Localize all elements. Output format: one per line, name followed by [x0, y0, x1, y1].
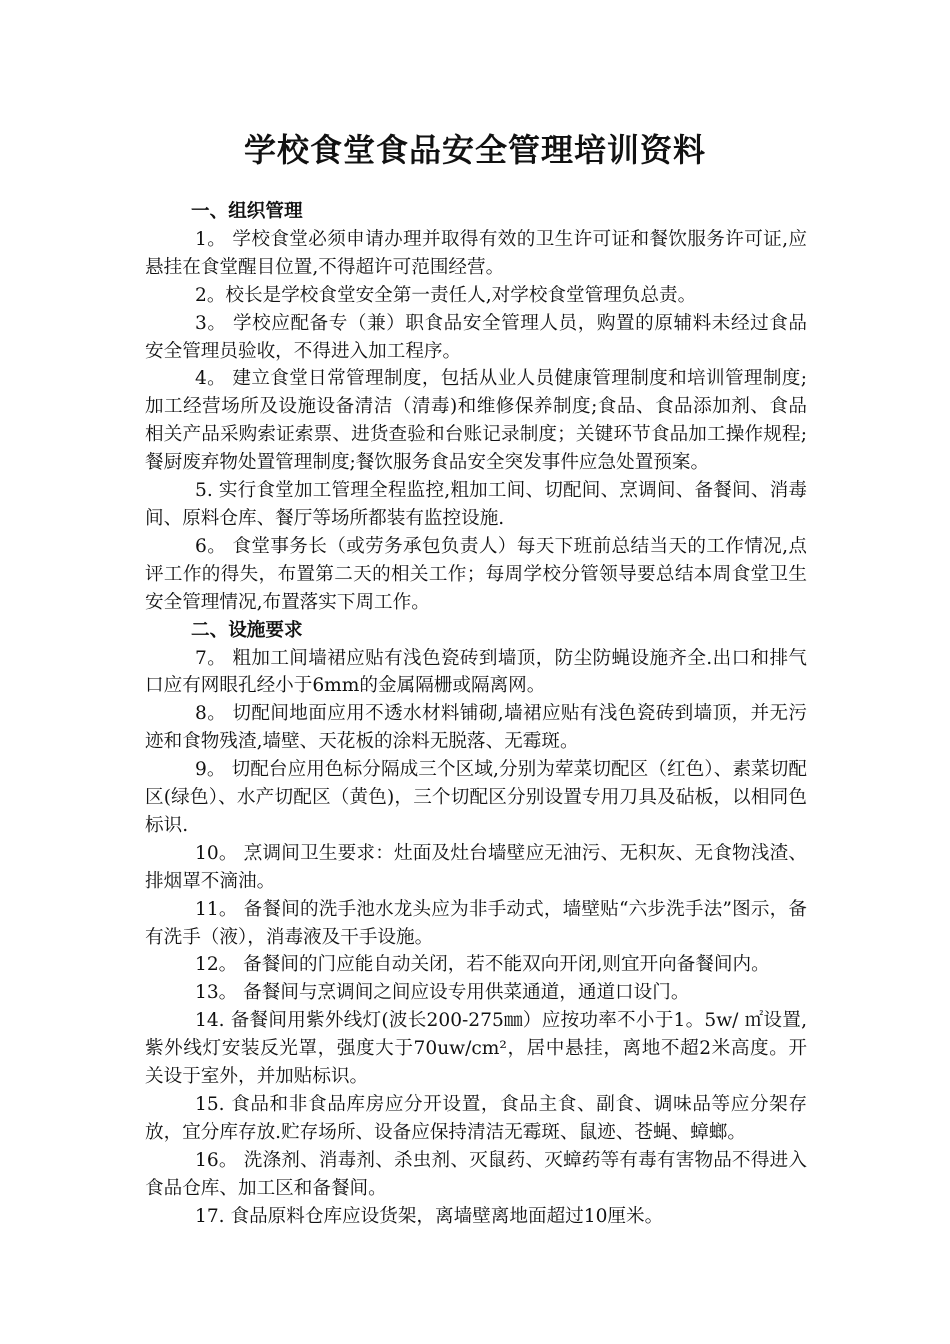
paragraph-item: 2。校长是学校食堂安全第一责任人,对学校食堂管理负总责。 — [195, 284, 697, 306]
paragraph-item: 8。 切配间地面应用不透水材料铺砌,墙裙应贴有浅色瓷砖到墙顶，并无污迹和食物残渣,墙壁、天花板的涂料无脱落、无霉斑。 — [145, 703, 807, 753]
paragraph-item: 9。 切配台应用色标分隔成三个区域,分别为荤菜切配区（红色）、素菜切配区(绿色）、水产切配区（黄色)，三个切配区分别设置专用刀具及砧板，以相同色标识. — [145, 759, 807, 836]
paragraph-item: 16。 洗涤剂、消毒剂、杀虫剂、灭鼠药、灭蟑药等有毒有害物品不得进入食品仓库、加工区和备餐间。 — [145, 1149, 807, 1199]
paragraph-item: 11。 备餐间的洗手池水龙头应为非手动式，墙壁贴“六步洗手法”图示，备有洗手（液），消毒液及干手设施。 — [145, 898, 807, 948]
paragraph-item: 14. 备餐间用紫外线灯(波长200-275㎜）应按功率不小于1。5w/ ㎡设置,紫外线灯安装反光罩，强度大于70uw/cm²，居中悬挂，离地不超2米高度。开关设于室外，并加贴标识。 — [145, 1010, 807, 1088]
paragraph-item: 15. 食品和非食品库房应分开设置，食品主食、副食、调味品等应分架存放，宜分库存放.贮存场所、设备应保持清洁无霉斑、鼠迹、苍蝇、蟑螂。 — [145, 1094, 807, 1143]
paragraph-item: 7。 粗加工间墙裙应贴有浅色瓷砖到墙顶，防尘防蝇设施齐全.出口和排气口应有网眼孔经小于6mm的金属隔栅或隔离网。 — [145, 647, 807, 697]
paragraph-item: 3。 学校应配备专（兼）职食品安全管理人员，购置的原辅料未经过食品安全管理员验收，不得进入加工程序。 — [145, 312, 807, 362]
paragraph-item: 13。 备餐间与烹调间之间应设专用供菜通道，通道口设门。 — [195, 982, 690, 1004]
paragraph-item: 10。 烹调间卫生要求：灶面及灶台墙壁应无油污、无积灰、无食物浅渣、排烟罩不滴油。 — [145, 842, 807, 892]
paragraph-item: 1。 学校食堂必须申请办理并取得有效的卫生许可证和餐饮服务许可证,应悬挂在食堂醒目位置,不得超许可范围经营。 — [145, 228, 807, 278]
section-heading: 一、组织管理 — [191, 201, 303, 222]
document-body — [145, 198, 807, 1231]
paragraph-item: 5. 实行食堂加工管理全程监控,粗加工间、切配间、烹调间、备餐间、消毒间、原料仓库、餐厅等场所都装有监控设施. — [145, 480, 807, 529]
section-heading: 二、设施要求 — [191, 619, 303, 641]
paragraph-item: 6。 食堂事务长（或劳务承包负责人）每天下班前总结当天的工作情况,点评工作的得失，布置第二天的相关工作；每周学校分管领导要总结本周食堂卫生安全管理情况,布置落实下周工作。 — [145, 535, 807, 613]
document-title: 学校食堂食品安全管理培训资料 — [243, 131, 706, 169]
paragraph-item: 17. 食品原料仓库应设货架，离墙壁离地面超过10厘米。 — [195, 1205, 664, 1227]
paragraph-item: 12。 备餐间的门应能自动关闭，若不能双向开闭,则宜开向备餐间内。 — [195, 954, 770, 976]
paragraph-item: 4。 建立食堂日常管理制度，包括从业人员健康管理制度和培训管理制度;加工经营场所及设施设备清洁（清毒)和维修保养制度;食品、食品添加剂、食品相关产品采购索证索票、进货查验和台账记录制度；关键环节食品加工操作规程;餐厨废弃物处置管理制度;餐饮服务食品安全突发事件应急处置预案。 — [145, 368, 807, 474]
